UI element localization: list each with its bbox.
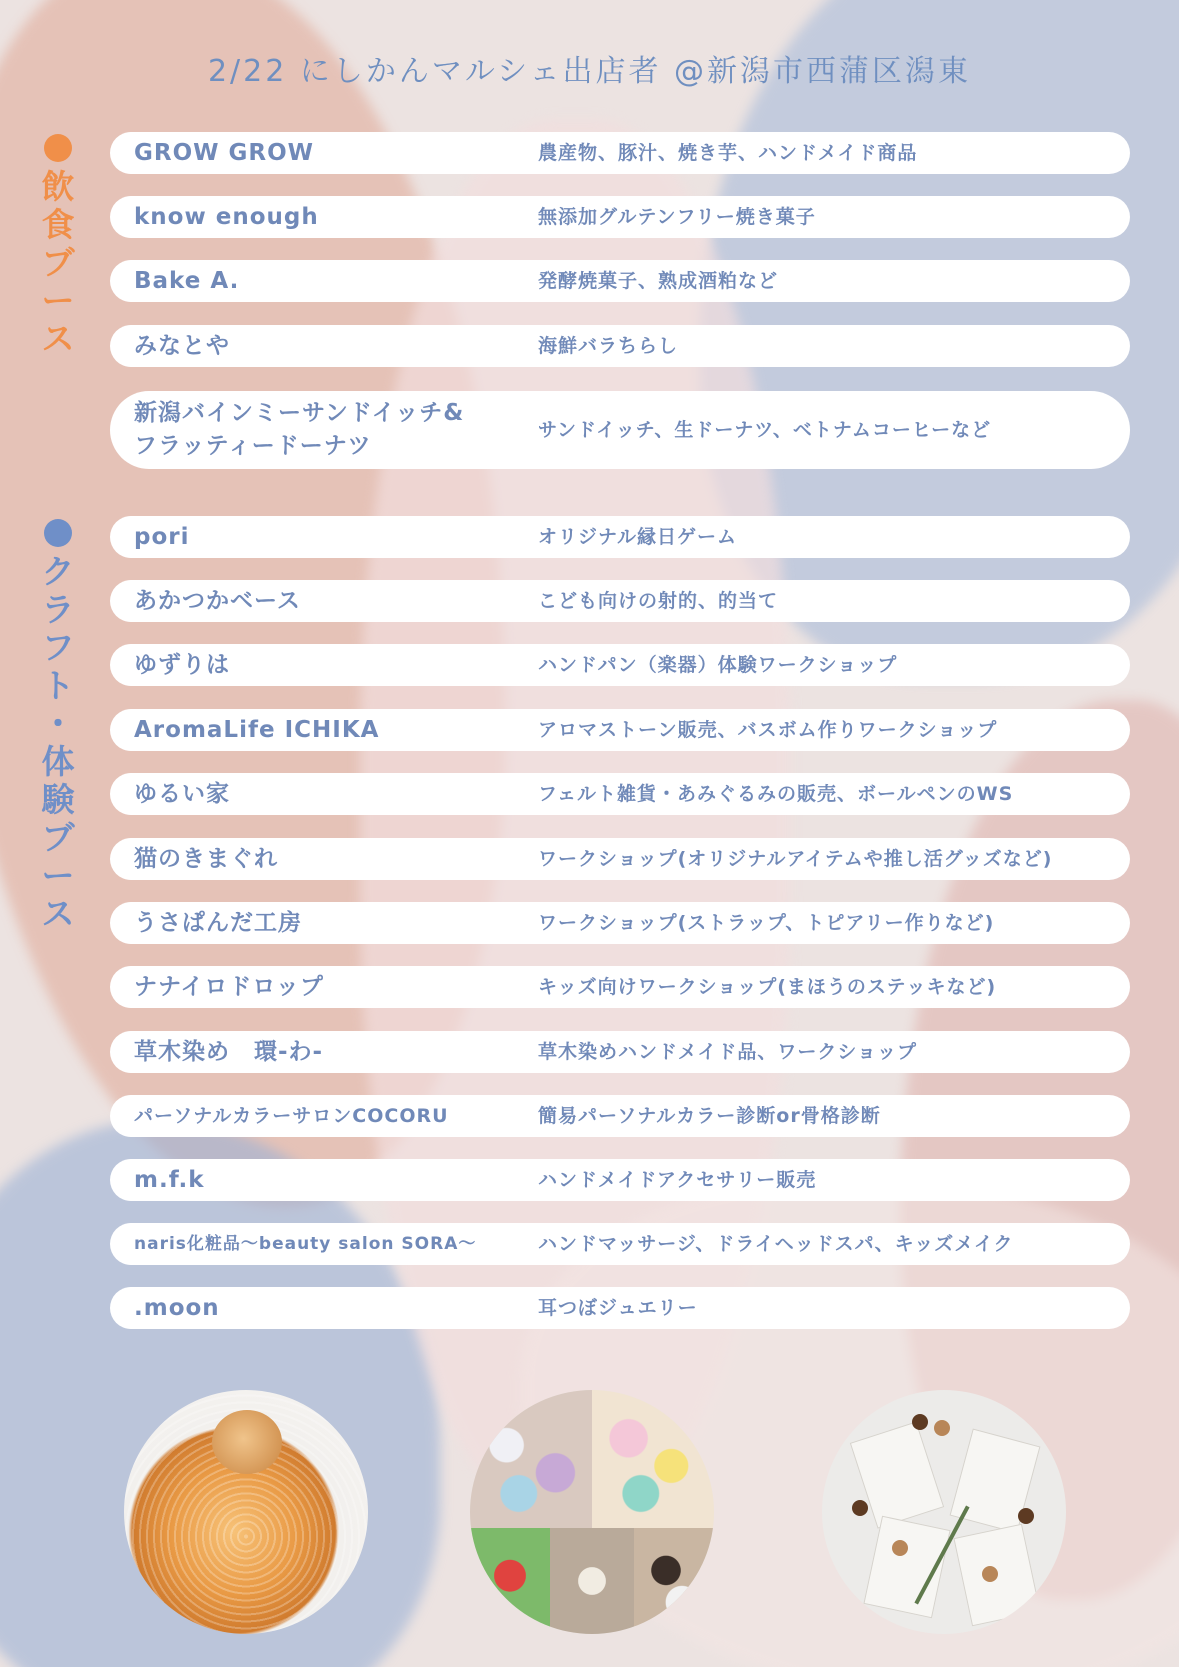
booth-row bbox=[110, 773, 1130, 815]
booth-description: アロマストーン販売、バスボム作りワークショップ bbox=[538, 719, 998, 741]
booth-name: AromaLife ICHIKA bbox=[134, 717, 380, 743]
booth-name: naris化粧品〜beauty salon SORA〜 bbox=[134, 1234, 477, 1254]
booth-description: ワークショップ(ストラップ、トピアリー作りなど) bbox=[538, 912, 995, 934]
booth-description: ハンドメイドアクセサリー販売 bbox=[538, 1169, 817, 1191]
booth-name: ゆずりは bbox=[134, 652, 230, 678]
booth-name: pori bbox=[134, 524, 190, 550]
booth-description: ハンドパン（楽器）体験ワークショップ bbox=[538, 654, 898, 676]
booth-description: ハンドマッサージ、ドライヘッドスパ、キッズメイク bbox=[538, 1233, 1014, 1255]
booth-name: 草木染め 環-わ- bbox=[134, 1039, 324, 1065]
booth-description: ワークショップ(オリジナルアイテムや推し活グッズなど) bbox=[538, 848, 1053, 870]
booth-name: Bake A. bbox=[134, 268, 240, 294]
booth-row bbox=[110, 1223, 1130, 1265]
booth-row bbox=[110, 1095, 1130, 1137]
booth-row bbox=[110, 644, 1130, 686]
booth-row bbox=[110, 260, 1130, 302]
booth-description: キッズ向けワークショップ(まほうのステッキなど) bbox=[538, 976, 997, 998]
booth-row bbox=[110, 1159, 1130, 1201]
booth-row bbox=[110, 838, 1130, 880]
booth-description: オリジナル縁日ゲーム bbox=[538, 526, 738, 548]
page-title: 2/22 にしかんマルシェ出店者 @新潟市西蒲区潟東 bbox=[207, 54, 972, 89]
booth-row bbox=[110, 1287, 1130, 1329]
booth-name: 猫のきまぐれ bbox=[134, 846, 278, 872]
booth-description: 海鮮バラちらし bbox=[538, 335, 679, 357]
cookie-packages-photo bbox=[822, 1390, 1066, 1634]
booth-row bbox=[110, 902, 1130, 944]
booth-row bbox=[110, 580, 1130, 622]
booth-description: 草木染めハンドメイド品、ワークショップ bbox=[538, 1041, 918, 1063]
booth-description: 発酵焼菓子、熟成酒粕など bbox=[538, 270, 779, 292]
booth-name: .moon bbox=[134, 1295, 220, 1321]
booth-description: 耳つぼジュエリー bbox=[538, 1297, 698, 1319]
booth-row bbox=[110, 1031, 1130, 1073]
booth-name: パーソナルカラーサロンCOCORU bbox=[134, 1105, 449, 1127]
booth-name: ゆるい家 bbox=[134, 781, 230, 807]
booth-name: know enough bbox=[134, 204, 319, 230]
booth-description: サンドイッチ、生ドーナツ、ベトナムコーヒーなど bbox=[538, 419, 992, 441]
booth-name: ナナイロドロップ bbox=[134, 974, 324, 1000]
booth-name: 新潟バインミーサンドイッチ& フラッティードーナツ bbox=[134, 400, 465, 459]
category-label-food: 飲 食 ブ ー ス bbox=[38, 130, 78, 358]
blue-dot-icon bbox=[44, 519, 72, 547]
felt-crafts-photo bbox=[470, 1390, 714, 1634]
booth-description: 農産物、豚汁、焼き芋、ハンドメイド商品 bbox=[538, 142, 918, 164]
booth-description: 無添加グルテンフリー焼き菓子 bbox=[538, 206, 816, 228]
booth-name: みなとや bbox=[134, 333, 230, 359]
booth-row bbox=[110, 391, 1130, 469]
booth-description: 簡易パーソナルカラー診断or骨格診断 bbox=[538, 1105, 881, 1127]
booth-description: フェルト雑貨・あみぐるみの販売、ボールペンのWS bbox=[538, 783, 1014, 805]
booth-name: うさぱんだ工房 bbox=[134, 910, 302, 936]
booth-name: あかつかベース bbox=[134, 588, 301, 614]
booth-name: GROW GROW bbox=[134, 140, 315, 166]
orange-dot-icon bbox=[44, 134, 72, 162]
category-label-craft: ク ラ フ ト ・ 体 験 ブ ー ス bbox=[38, 515, 78, 933]
booth-row bbox=[110, 966, 1130, 1008]
booth-row bbox=[110, 325, 1130, 367]
booth-row bbox=[110, 132, 1130, 174]
donut-photo bbox=[124, 1390, 368, 1634]
booth-row bbox=[110, 709, 1130, 751]
booth-name: m.f.k bbox=[134, 1167, 205, 1193]
booth-description: こども向けの射的、的当て bbox=[538, 590, 779, 612]
booth-row bbox=[110, 516, 1130, 558]
booth-row bbox=[110, 196, 1130, 238]
